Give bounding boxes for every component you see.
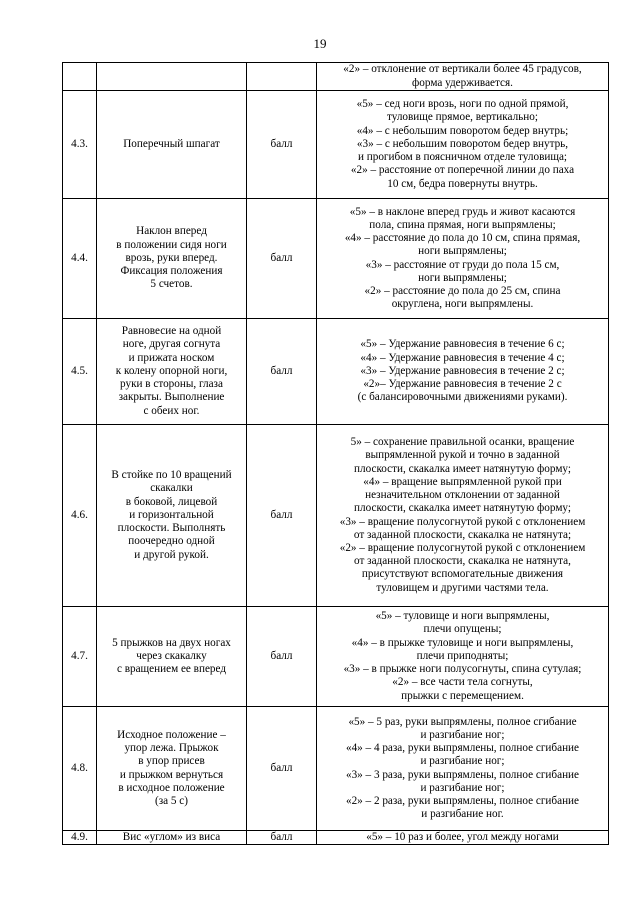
item-number: 4.4. [63,199,97,319]
criteria-line: плоскости, скакалка имеет натянутую форму; [354,462,571,475]
criteria-line: «3» – в прыжке ноги полусогнуты, спина сутулая; [343,663,582,676]
evaluation-criteria [317,319,609,425]
description-line: через скакалку [136,649,207,662]
criteria-line: «2» – все части тела согнуты, [392,676,533,689]
criteria-line: пола, спина прямая, ноги выпрямлены; [369,218,556,231]
exercise-description [97,319,247,425]
criteria-line: «2»– Удержание равновесия в течение 2 с [363,378,562,391]
exercise-description [97,63,247,91]
criteria-line: «5» – Удержание равновесия в течение 6 с; [360,338,565,351]
description-line: Поперечный шпагат [123,137,220,150]
criteria-line: 10 см, бедра повернуты внутрь. [387,177,538,190]
description-line: (за 5 с) [155,794,188,807]
criteria-line: и разгибание ног; [420,755,505,768]
criteria-line: ноги выпрямлены; [418,245,507,258]
criteria-line: 5» – сохранение правильной осанки, вращение [350,436,575,449]
description-line: 5 прыжков на двух ногах [112,636,231,649]
description-line: закрыты. Выполнение [118,391,225,404]
item-number: 4.7. [63,607,97,707]
criteria-line: и разгибание ног; [420,728,505,741]
criteria-line: «2» – 2 раза, руки выпрямлены, полное сгибание [345,794,580,807]
table-row [63,607,609,707]
criteria-line: туловище прямое, вертикально; [387,111,538,124]
evaluation-criteria [317,831,609,845]
criteria-line: «2» – вращение полусогнутой рукой с отклонением [339,541,586,554]
description-line: ноге, другая согнута [122,338,221,351]
page-number: 19 [313,36,327,51]
description-line: врозь, руки вперед. [125,251,218,264]
criteria-line: «2» – отклонение от вертикали более 45 градусов, [343,63,582,76]
exercise-description [97,607,247,707]
description-line: к колену опорной ноги, [115,364,228,377]
description-line: и горизонтальной [129,508,214,521]
description-line: Равновесие на одной [121,325,222,338]
criteria-line: присутствуют вспомогательные движения [361,568,564,581]
table-row [63,199,609,319]
description-line: Наклон вперед [136,225,207,238]
criteria-line: прыжки с перемещением. [401,689,524,702]
unit-of-measure: балл [247,607,317,707]
criteria-line: и разгибание ног. [421,808,504,821]
description-line: руки в стороны, глаза [120,378,223,391]
criteria-line: «3» – Удержание равновесия в течение 2 с; [360,364,565,377]
evaluation-criteria [317,91,609,199]
item-number: 4.8. [63,707,97,831]
criteria-line: «5» – 5 раз, руки выпрямлены, полное сгибание [348,715,577,728]
description-line: и прижата носком [128,351,215,364]
criteria-line: (с балансировочными движениями руками). [357,391,568,404]
unit-of-measure: балл [247,707,317,831]
criteria-line: «5» – 10 раз и более, угол между ногами [366,831,559,843]
table-row [63,91,609,199]
item-number: 4.3. [63,91,97,199]
exercise-description [97,425,247,607]
criteria-line: ноги выпрямлены; [418,271,507,284]
unit-of-measure: балл [247,425,317,607]
criteria-line: «4» – с небольшим поворотом бедер внутрь; [356,124,569,137]
criteria-line: выпрямленной рукой и точно в заданной [365,449,560,462]
description-line: поочередно одной [128,535,215,548]
evaluation-criteria [317,425,609,607]
table-row [63,831,609,845]
evaluation-criteria [317,707,609,831]
description-line: Вис «углом» из виса [122,831,221,843]
criteria-line: «3» – вращение полусогнутой рукой с отклонением [339,515,586,528]
criteria-line: и прогибом в поясничном отделе туловища; [357,151,568,164]
description-line: упор лежа. Прыжок [124,742,219,755]
criteria-line: округлена, ноги выпрямлены. [391,298,534,311]
criteria-line: от заданной плоскости, скакалка не натянута; [353,528,572,541]
description-line: скакалки [150,482,193,495]
exercise-description [97,199,247,319]
item-number [63,63,97,91]
item-number: 4.5. [63,319,97,425]
description-line: и прыжком вернуться [119,768,224,781]
criteria-line: «2» – расстояние до пола до 25 см, спина [364,284,561,297]
criteria-line: «4» – в прыжке туловище и ноги выпрямлены, [351,636,574,649]
description-line: В стойке по 10 вращений [111,469,232,482]
evaluation-criteria [317,607,609,707]
exercise-description [97,91,247,199]
criteria-line: «5» – в наклоне вперед грудь и живот касаются [349,205,576,218]
criteria-line: плоскости, скакалка имеет натянутую форму; [354,502,571,515]
criteria-line: туловищем и другими частями тела. [376,581,549,594]
description-line: Исходное положение – [117,728,226,741]
criteria-line: «4» – расстояние до пола до 10 см, спина прямая, [344,232,581,245]
unit-of-measure [247,63,317,91]
description-line: в исходное положение [118,781,225,794]
table-row [63,63,609,91]
description-line: с вращением ее вперед [116,663,227,676]
criteria-line: и разгибание ног; [420,781,505,794]
unit-of-measure: балл [247,831,317,845]
table-row [63,319,609,425]
description-line: Фиксация положения [120,265,223,278]
criteria-line: форма удерживается. [412,76,513,89]
criteria-line: «4» – 4 раза, руки выпрямлены, полное сгибание [345,742,580,755]
criteria-line: плечи опущены; [423,623,502,636]
description-line: и другой рукой. [134,548,209,561]
criteria-line: «5» – туловище и ноги выпрямлены, [375,610,550,623]
description-line: 5 счетов. [150,278,193,291]
criteria-line: «5» – сед ноги врозь, ноги по одной прямой, [356,98,569,111]
criteria-line: плечи приподняты; [416,649,509,662]
description-line: с обеих ног. [143,404,200,417]
description-line: в упор присев [138,755,205,768]
criteria-line: «3» – расстояние от груди до пола 15 см, [365,258,560,271]
criteria-line: «4» – вращение выпрямленной рукой при [363,475,562,488]
criteria-line: «3» – 3 раза, руки выпрямлены, полное сгибание [345,768,580,781]
criteria-line: «4» – Удержание равновесия в течение 4 с; [360,351,565,364]
unit-of-measure: балл [247,319,317,425]
description-line: плоскости. Выполнять [117,522,226,535]
criteria-line: незначительном отклонении от заданной [365,489,560,502]
norms-table [62,62,609,845]
evaluation-criteria [317,63,609,91]
table-row [63,707,609,831]
description-line: в положении сидя ноги [116,238,227,251]
unit-of-measure: балл [247,199,317,319]
evaluation-criteria [317,199,609,319]
criteria-line: от заданной плоскости, скакалка не натянута, [354,555,571,568]
table-row [63,425,609,607]
exercise-description [97,707,247,831]
exercise-description [97,831,247,845]
item-number: 4.6. [63,425,97,607]
description-line: в боковой, лицевой [125,495,218,508]
item-number: 4.9. [63,831,97,845]
criteria-line: «3» – с небольшим поворотом бедер внутрь, [356,137,569,150]
criteria-line: «2» – расстояние от поперечной линии до паха [350,164,575,177]
unit-of-measure: балл [247,91,317,199]
